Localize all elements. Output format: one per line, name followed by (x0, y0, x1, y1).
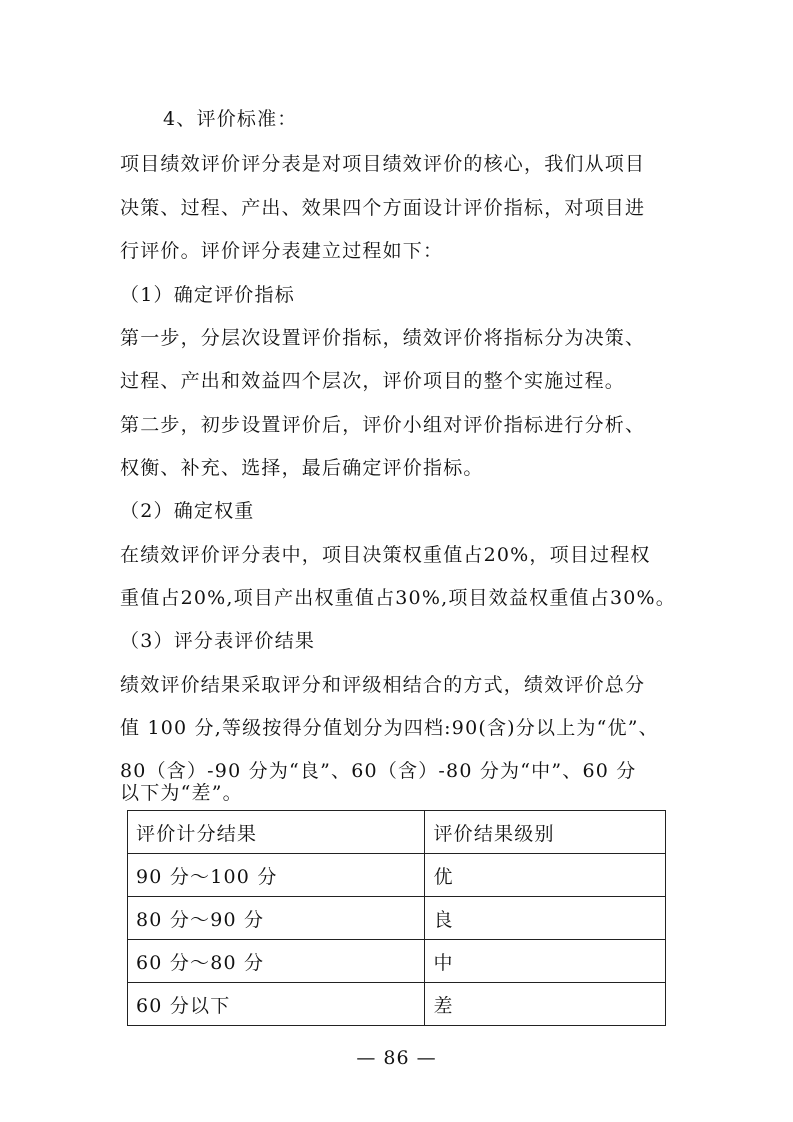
paragraph-line: 重值占20%,项目产出权重值占30%,项目效益权重值占30%。 (120, 587, 676, 609)
subsection-title: （1）确定评价指标 (120, 284, 295, 306)
table-cell: 中 (425, 940, 666, 983)
table-cell: 60 分～80 分 (128, 940, 425, 983)
paragraph-line: 以下为“差”。 (120, 782, 243, 804)
paragraph-line: 项目绩效评价评分表是对项目绩效评价的核心，我们从项目 (120, 153, 646, 175)
table-row (128, 940, 666, 983)
paragraph-line: 决策、过程、产出、效果四个方面设计评价指标，对项目进 (120, 197, 646, 219)
table-cell: 80 分～90 分 (128, 897, 425, 940)
page-number: — 86 — (356, 1047, 437, 1069)
table-header-cell: 评价计分结果 (128, 811, 425, 854)
subsection-title: （2）确定权重 (120, 500, 255, 522)
paragraph-line: 第一步，分层次设置评价指标，绩效评价将指标分为决策、 (120, 327, 646, 349)
paragraph-line: 在绩效评价评分表中，项目决策权重值占20%，项目过程权 (120, 544, 651, 566)
table-cell: 90 分～100 分 (128, 854, 425, 897)
paragraph-line: 行评价。评价评分表建立过程如下： (120, 240, 444, 262)
paragraph-line: 第二步，初步设置评价后，评价小组对评价指标进行分析、 (120, 414, 646, 436)
paragraph-line: 绩效评价结果采取评分和评级相结合的方式，绩效评价总分 (120, 674, 646, 696)
table-header-row (128, 811, 666, 854)
paragraph-line: 80（含）-90 分为“良”、60（含）-80 分为“中”、60 分 (120, 760, 637, 782)
table-cell: 良 (425, 897, 666, 940)
table-cell: 优 (425, 854, 666, 897)
table-cell: 差 (425, 983, 666, 1026)
section-heading: 4、评价标准： (163, 108, 298, 130)
table-cell: 60 分以下 (128, 983, 425, 1026)
table-header-cell: 评价结果级别 (425, 811, 666, 854)
table-row (128, 854, 666, 897)
evaluation-result-table (127, 810, 666, 1026)
paragraph-line: 权衡、补充、选择，最后确定评价指标。 (120, 457, 484, 479)
table-row (128, 897, 666, 940)
subsection-title: （3）评分表评价结果 (120, 630, 316, 652)
table-row (128, 983, 666, 1026)
paragraph-line: 值 100 分,等级按得分值划分为四档:90(含)分以上为“优”、 (120, 717, 659, 739)
paragraph-line: 过程、产出和效益四个层次，评价项目的整个实施过程。 (120, 370, 626, 392)
